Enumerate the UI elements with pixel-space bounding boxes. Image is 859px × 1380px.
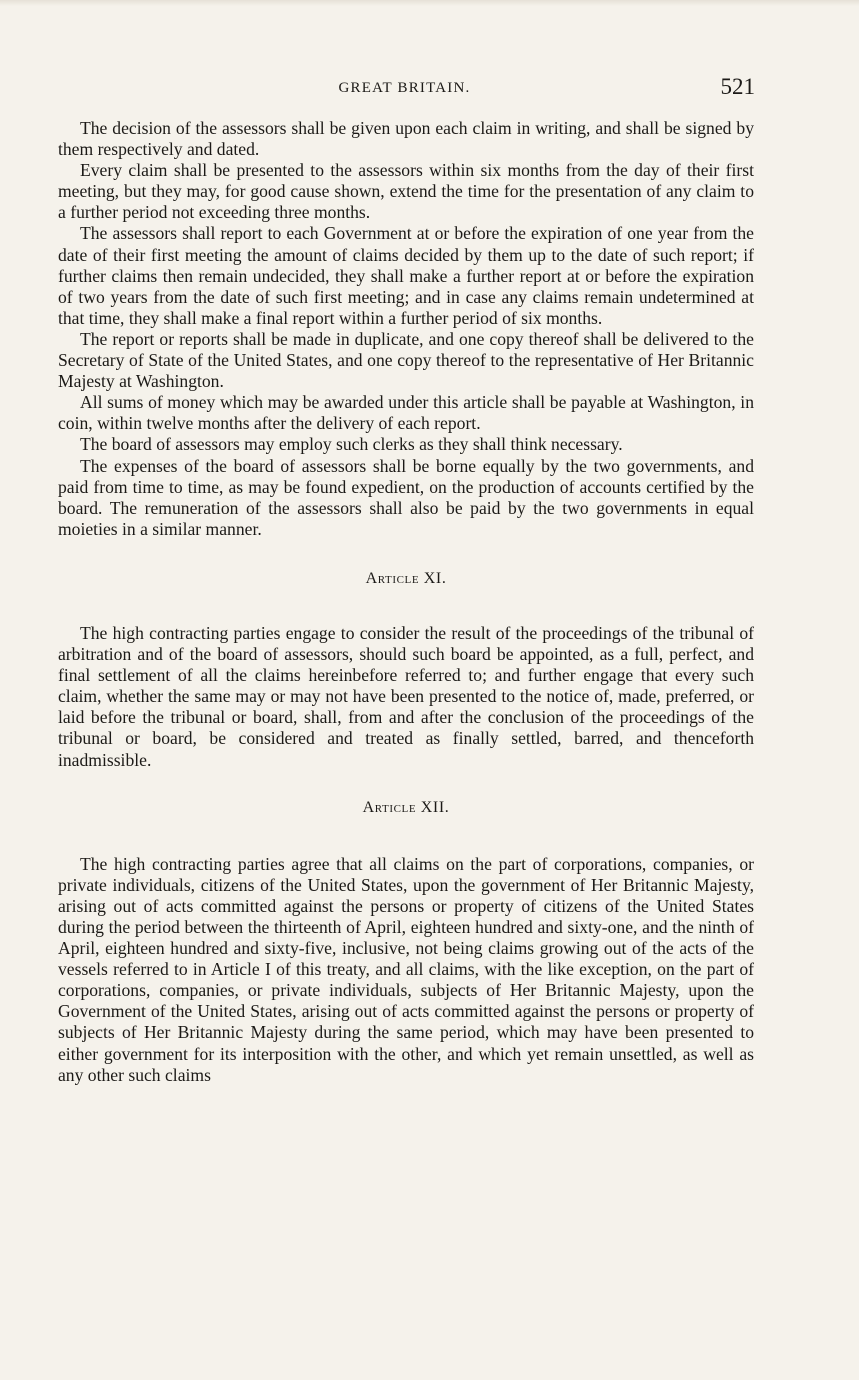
page-number: 521 — [720, 74, 755, 99]
paragraph: Every claim shall be presented to the assessors within six months from the day of their first meeting, but they may, for good cause shown, extend the time for the presentation of any claim to a further period not exceeding three months. — [58, 160, 754, 223]
paragraph: The expenses of the board of assessors shall be borne equally by the two governments, and paid from time to time, as may be found expedient, on the production of accounts certified by the board. The remuneration of the assessors shall also be paid by the two governments in equal moieties in a similar manner. — [58, 455, 754, 539]
running-header — [0, 76, 859, 102]
article-11-heading: Article XI. — [365, 569, 447, 587]
paragraph: The assessors shall report to each Government at or before the expiration of one year from the date of their first meeting the amount of claims decided by them up to the date of such report; if further claims then remain undecided, they shall make a further report at or before the expiration of two years from the date of such first meeting; and in case any claims remain undetermined at that time, they shall make a final report within a further period of six months. — [58, 223, 754, 328]
running-title: GREAT BRITAIN. — [338, 80, 471, 96]
page-body — [58, 118, 754, 1086]
paragraph: All sums of money which may be awarded under this article shall be payable at Washington, in coin, within twelve months after the delivery of each report. — [58, 392, 754, 434]
paragraph: The decision of the assessors shall be given upon each claim in writing, and shall be signed by them respectively and dated. — [58, 118, 754, 160]
article-12-text: The high contracting parties agree that all claims on the part of corporations, companies, or private individuals, citizens of the United States, upon the government of Her Britannic Majesty, arising out of acts committed against the persons or property of citizens of the United States during the period between the thirteenth of April, eighteen hundred and sixty-one, and the ninth of April, eighteen hundred and sixty-five, inclusive, not being claims growing out of the acts of the vessels referred to in Article I of this treaty, and all claims, with the like exception, on the part of corporations, companies, or private individuals, subjects of Her Britannic Majesty, upon the Government of the United States, arising out of acts committed against the persons or property of subjects of Her Britannic Majesty during the same period, which may have been presented to either government for its interposition with the other, and which yet remain unsettled, as well as any other such claims — [58, 853, 754, 1085]
paragraph: The board of assessors may employ such clerks as they shall think necessary. — [80, 434, 623, 455]
paragraph: The report or reports shall be made in duplicate, and one copy thereof shall be delivered to the Secretary of State of the United States, and one copy thereof to the representative of Her Britannic Majesty at Washington. — [58, 328, 754, 392]
article-12-heading: Article XII. — [362, 798, 450, 816]
article-11-text: The high contracting parties engage to consider the result of the proceedings of the tribunal of arbitration and of the board of assessors, should such board be appointed, as a full, perfect, and final settlement of all the claims hereinbefore referred to; and further engage that every such claim, whether the same may or may not have been presented to the notice of, made, preferred, or laid before the tribunal or board, shall, from and after the conclusion of the proceedings of the tribunal or board, be considered and treated as finally settled, barred, and thenceforth inadmissible. — [58, 622, 754, 770]
page-edge-shadow — [0, 0, 859, 6]
